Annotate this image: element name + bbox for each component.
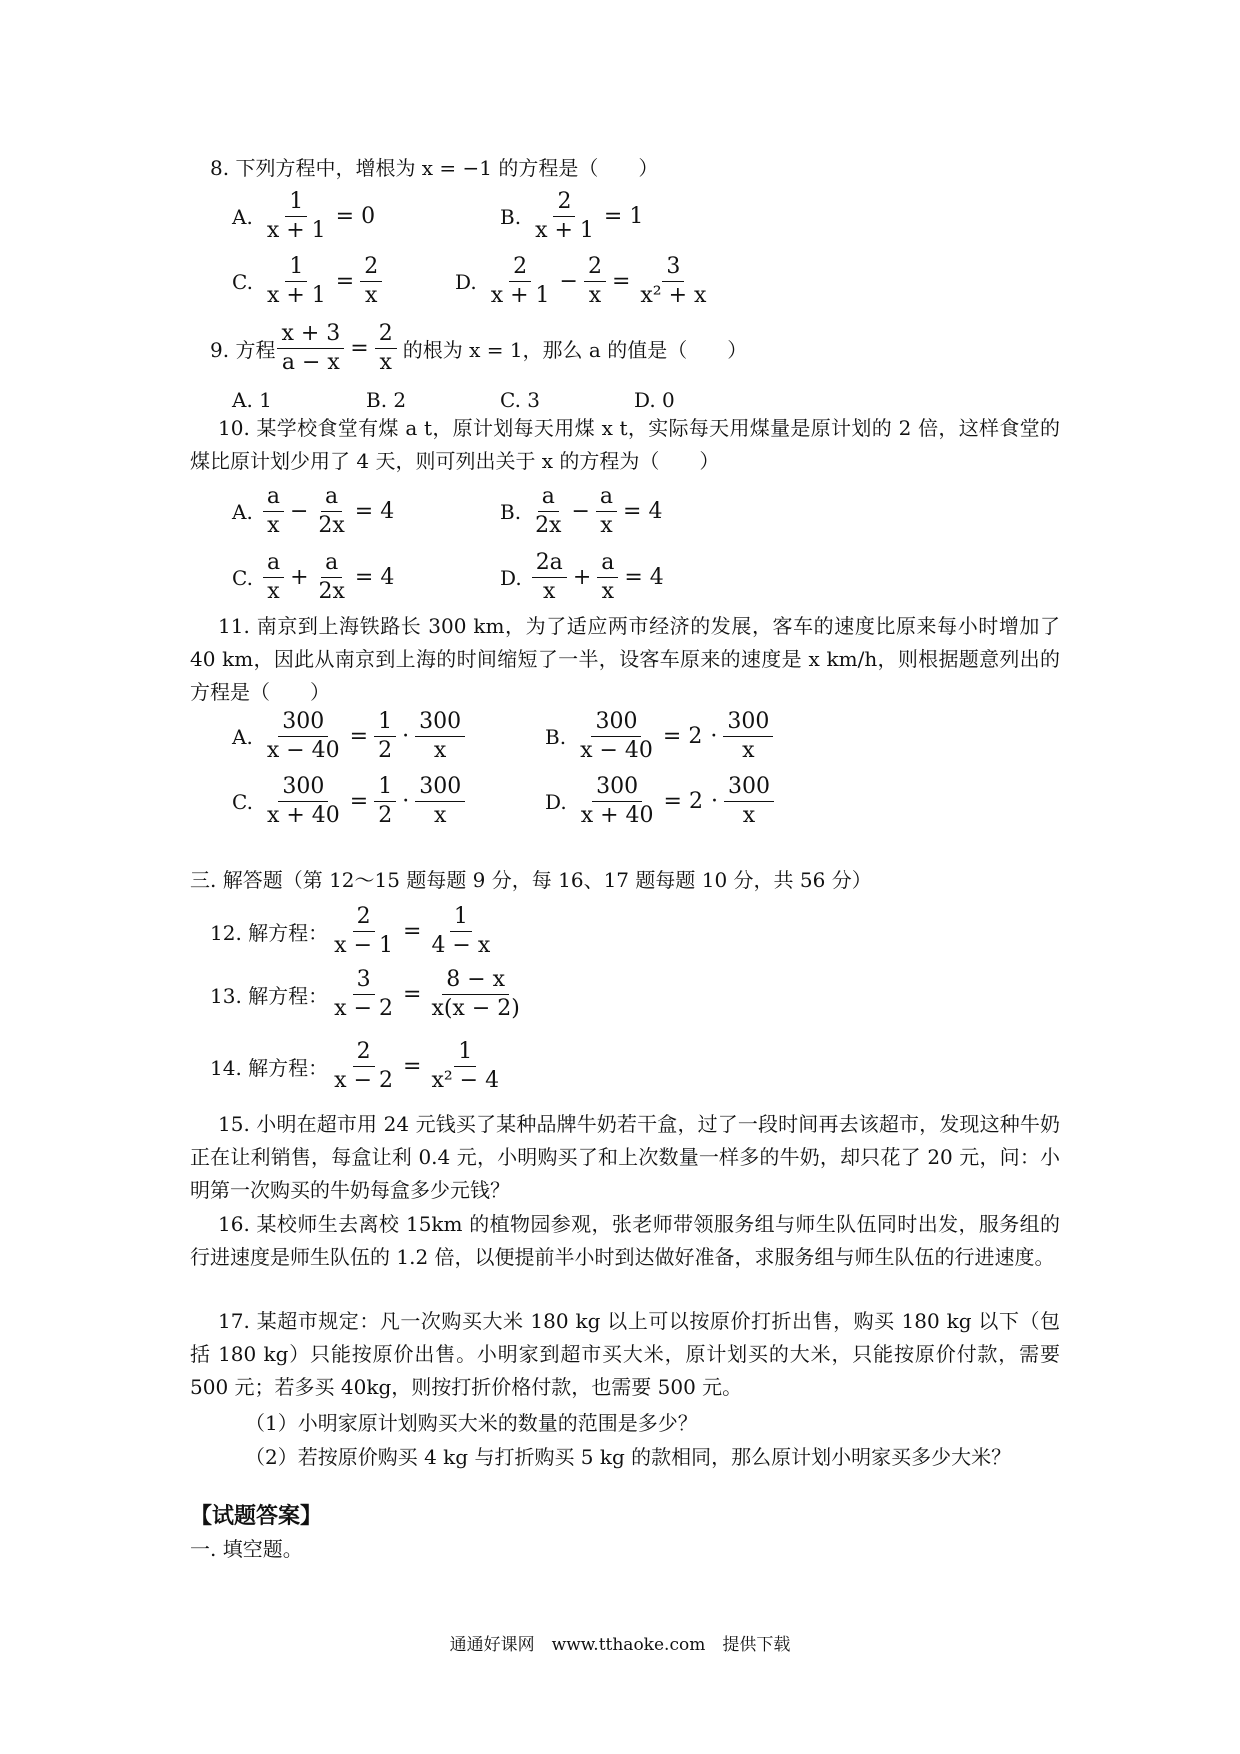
q14 xyxy=(210,1040,505,1093)
q12 xyxy=(210,905,496,958)
fraction: $\frac{300}{x}$ xyxy=(723,710,773,763)
fraction: $\frac{2}{x}$ xyxy=(584,255,606,308)
operator: · xyxy=(402,789,410,815)
fraction: $\frac{300}{x + 40}$ xyxy=(266,774,340,829)
q10-option-b xyxy=(500,485,666,538)
operator: · xyxy=(710,724,718,750)
fraction: $\frac{2}{x - 2}$ xyxy=(334,1039,393,1094)
option-label: D. xyxy=(500,565,522,590)
fraction: $\frac{a}{2x}$ xyxy=(535,484,562,539)
fraction: $\frac{8 - x}{x(x - 2)}$ xyxy=(431,967,520,1022)
q9-prefix: 9. 方程 xyxy=(210,338,276,363)
fraction: $\frac{1}{2}$ xyxy=(374,710,396,763)
q8-option-c xyxy=(232,255,384,308)
option-label: B. xyxy=(545,724,567,749)
fraction: $\frac{a}{2x}$ xyxy=(318,550,345,605)
fraction: $\frac{300}{x - 40}$ xyxy=(266,709,340,764)
option-label: B. xyxy=(500,204,522,229)
operator: = xyxy=(349,789,369,815)
q14-prefix: 14. 解方程： xyxy=(210,1056,329,1081)
fraction: $\frac{1}{x + 1}$ xyxy=(266,189,326,244)
option-label: C. xyxy=(232,789,253,814)
rhs: = 0 xyxy=(335,204,376,230)
operator: = xyxy=(350,336,369,362)
operator: · xyxy=(402,724,410,750)
fraction: $\frac{2}{x + 1}$ xyxy=(490,254,550,309)
q9-option-a: A. 1 xyxy=(232,388,272,412)
fraction: $\frac{2}{x + 1}$ xyxy=(535,189,594,244)
fraction: $\frac{300}{x - 40}$ xyxy=(580,709,653,764)
q10-option-d xyxy=(500,551,668,604)
rhs: = 4 xyxy=(354,565,395,591)
fraction: $\frac{300}{x}$ xyxy=(415,775,465,828)
q9-option-b: B. 2 xyxy=(366,388,407,412)
q9-option-d: D. 0 xyxy=(634,388,675,412)
fraction: $\frac{300}{x}$ xyxy=(724,775,774,828)
option-label: A. xyxy=(232,724,253,749)
q11-option-b xyxy=(545,710,775,763)
fraction: $\frac{3}{x - 2}$ xyxy=(334,967,393,1022)
operator: + xyxy=(290,565,309,591)
rhs: = 4 xyxy=(354,499,395,525)
rhs: = 4 xyxy=(623,499,663,525)
fraction: $\frac{2}{x - 1}$ xyxy=(334,904,393,959)
operator: = xyxy=(349,724,369,750)
q11-option-d xyxy=(545,775,776,828)
fraction: $\frac{300}{x + 40}$ xyxy=(580,774,654,829)
fraction: $\frac{2}{x}$ xyxy=(375,322,397,375)
q17-sub1: （1）小明家原计划购买大米的数量的范围是多少？ xyxy=(245,1411,698,1435)
fraction: $\frac{1}{x + 1}$ xyxy=(266,254,326,309)
q15: 15. 小明在超市用 24 元钱买了某种品牌牛奶若干盒，过了一段时间再去该超市，发现这种牛奶正在让利销售，每盒让利 0.4 元，小明购买了和上次数量一样多的牛奶，却只花了 20 元，问：小明第一次购买的牛奶每盒多少元钱？ xyxy=(190,1112,1060,1202)
q12-prefix: 12. 解方程： xyxy=(210,921,329,946)
q17: 17. 某超市规定：凡一次购买大米 180 kg 以上可以按原价打折出售，购买 180 kg 以下（包括 180 kg）只能按原价出售。小明家到超市买大米，原计划买的大米，只能按原价付款，需要 500 元；若多买 40kg，则按打折价格付款，也需要 500 元。 xyxy=(190,1309,1060,1399)
q9-option-c: C. 3 xyxy=(500,388,541,412)
operator: = xyxy=(611,269,631,295)
q8-stem: 8. 下列方程中，增根为 x = −1 的方程是（ ） xyxy=(210,156,659,180)
rhs: = 1 xyxy=(603,204,644,230)
operator: = xyxy=(403,1054,422,1080)
q13-prefix: 13. 解方程： xyxy=(210,984,329,1009)
q9-stem xyxy=(210,322,747,375)
option-label: D. xyxy=(455,269,477,294)
q11-option-c xyxy=(232,775,467,828)
fraction: $\frac{a}{x}$ xyxy=(597,551,618,604)
q17-sub2: （2）若按原价购买 4 kg 与打折购买 5 kg 的款相同，那么原计划小明家买多少大米？ xyxy=(245,1445,1012,1469)
q8-option-a xyxy=(232,190,379,243)
option-label: D. xyxy=(545,789,567,814)
option-label: C. xyxy=(232,565,253,590)
operator: = 2 xyxy=(663,789,703,815)
q9-suffix: 的根为 x = 1，那么 a 的值是（ ） xyxy=(402,338,748,363)
fraction: $\frac{1}{2}$ xyxy=(374,775,396,828)
q16: 16. 某校师生去离校 15km 的植物园参观，张老师带领服务组与师生队伍同时出发，服务组的行进速度是师生队伍的 1.2 倍，以便提前半小时到达做好准备，求服务组与师生队伍的行进速度。 xyxy=(190,1212,1060,1269)
operator: − xyxy=(289,499,309,525)
option-label: A. xyxy=(232,499,253,524)
fraction: $\frac{a}{x}$ xyxy=(596,485,617,538)
answers-title: 【试题答案】 xyxy=(190,1503,323,1529)
fraction: $\frac{x + 3}{a - x}$ xyxy=(277,322,344,375)
fraction: $\frac{1}{\text{x² − 4}}$ xyxy=(431,1039,500,1094)
operator: · xyxy=(710,789,718,815)
operator: − xyxy=(571,499,590,525)
q10-option-a xyxy=(232,485,398,538)
operator: = xyxy=(403,919,422,945)
q10-option-c xyxy=(232,551,398,604)
option-label: C. xyxy=(232,269,253,294)
fraction: $\frac{1}{4 - x}$ xyxy=(431,904,491,959)
operator: + xyxy=(572,565,592,591)
page-footer: 通通好课网 www.tthaoke.com 提供下载 xyxy=(449,1635,791,1655)
q11-stem: 11. 南京到上海铁路长 300 km，为了适应两市经济的发展，客车的速度比原来每小时增加了 40 km，因此从南京到上海的时间缩短了一半，设客车原来的速度是 x km/h，则根据题意列出的方程是（ ） xyxy=(190,614,1060,704)
operator: = xyxy=(403,982,422,1008)
q11-option-a xyxy=(232,710,467,763)
option-label: B. xyxy=(500,499,522,524)
fraction: $\frac{a}{2x}$ xyxy=(318,484,345,539)
fraction: $\frac{a}{x}$ xyxy=(263,485,284,538)
answers-section1: 一. 填空题。 xyxy=(190,1537,303,1561)
fraction: $\frac{2}{x}$ xyxy=(360,255,382,308)
operator: − xyxy=(559,269,578,295)
section-3-title: 三. 解答题（第 12～15 题每题 9 分，每 16、17 题每题 10 分，共 56 分） xyxy=(190,868,872,892)
operator: = xyxy=(335,269,355,295)
fraction: $\frac{a}{x}$ xyxy=(263,551,284,604)
q8-option-d xyxy=(455,255,712,308)
fraction: $\frac{3}{\text{x² + x}}$ xyxy=(640,254,707,309)
fraction: $\frac{2a}{x}$ xyxy=(532,551,567,604)
q8-option-b xyxy=(500,190,647,243)
operator: = 2 xyxy=(662,724,703,750)
option-label: A. xyxy=(232,204,253,229)
fraction: $\frac{300}{x}$ xyxy=(415,710,465,763)
q13 xyxy=(210,968,526,1021)
q10-stem: 10. 某学校食堂有煤 a t，原计划每天用煤 x t，实际每天用煤量是原计划的 2 倍，这样食堂的煤比原计划少用了 4 天，则可列出关于 x 的方程为（ ） xyxy=(190,416,1060,473)
rhs: = 4 xyxy=(624,565,664,591)
